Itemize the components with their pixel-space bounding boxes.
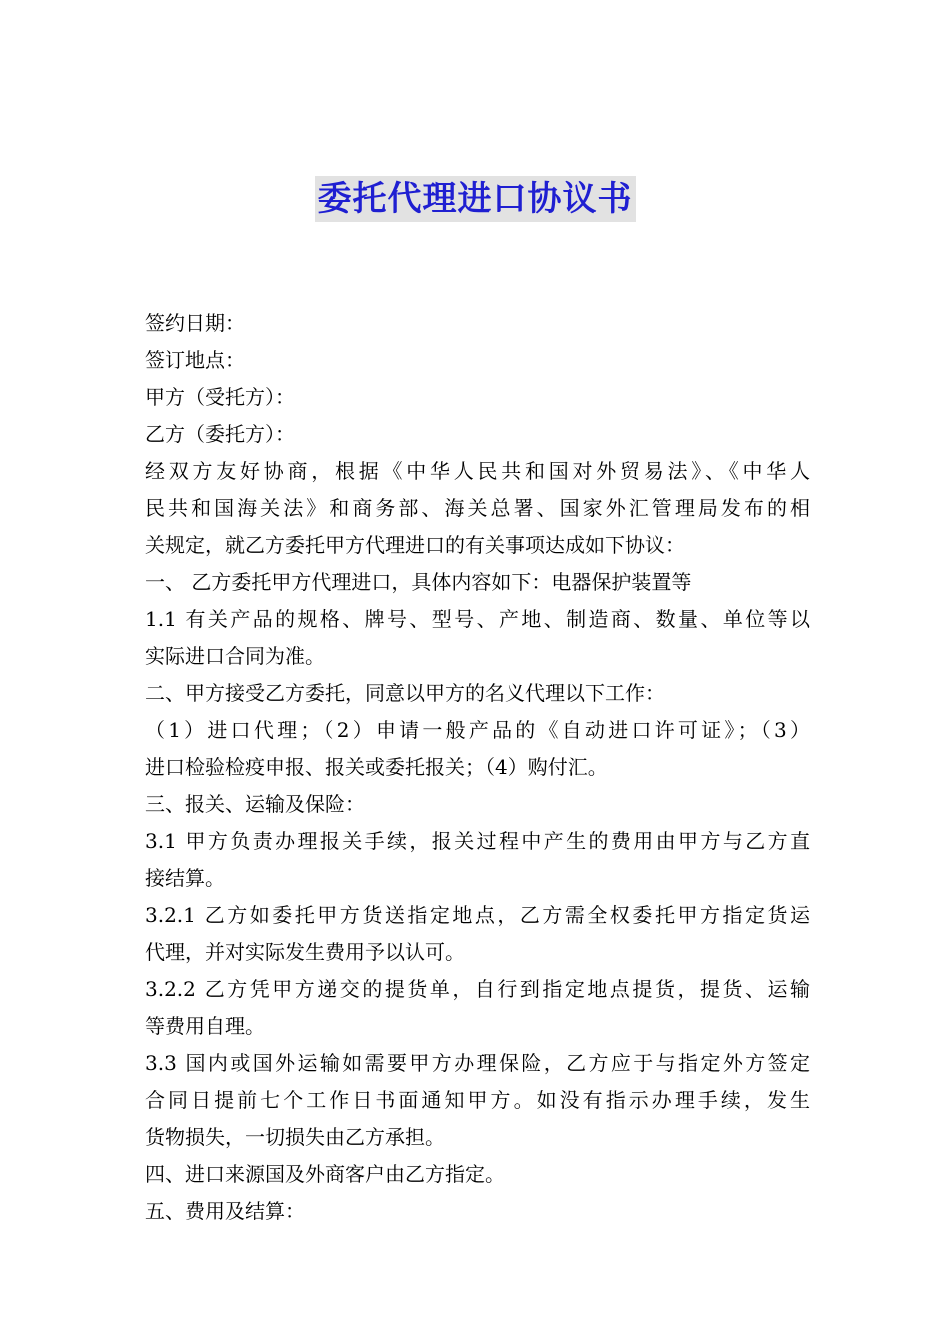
- body-line: 三、报关、运输及保险：: [145, 792, 365, 816]
- body-line: 乙方（委托方）：: [145, 422, 295, 446]
- body-line: 进口检验检疫申报、报关或委托报关；（4）购付汇。: [145, 755, 608, 779]
- body-line: 甲方（受托方）：: [145, 385, 295, 409]
- body-line: 货物损失，一切损失由乙方承担。: [145, 1125, 445, 1149]
- body-line: 合同日提前七个工作日书面通知甲方。如没有指示办理手续，发生: [145, 1088, 810, 1112]
- body-line: 一、 乙方委托甲方代理进口，具体内容如下：电器保护装置等: [145, 570, 692, 594]
- body-line: 接结算。: [145, 866, 225, 890]
- body-line: 3.1 甲方负责办理报关手续，报关过程中产生的费用由甲方与乙方直: [145, 829, 810, 853]
- body-line: 经双方友好协商，根据《中华人民共和国对外贸易法》、《中华人: [145, 459, 810, 483]
- body-line: 五、费用及结算：: [145, 1199, 305, 1223]
- document-title: 委托代理进口协议书: [315, 176, 636, 222]
- body-line: 二、甲方接受乙方委托，同意以甲方的名义代理以下工作：: [145, 681, 665, 705]
- body-line: 3.2.2 乙方凭甲方递交的提货单，自行到指定地点提货，提货、运输: [145, 977, 810, 1001]
- body-line: 代理，并对实际发生费用予以认可。: [145, 940, 465, 964]
- body-line: 民共和国海关法》和商务部、海关总署、国家外汇管理局发布的相: [145, 496, 810, 520]
- body-line: 四、进口来源国及外商客户由乙方指定。: [145, 1162, 505, 1186]
- body-line: 1.1 有关产品的规格、牌号、型号、产地、制造商、数量、单位等以: [145, 607, 810, 631]
- body-line: 实际进口合同为准。: [145, 644, 325, 668]
- document-body: [145, 305, 810, 1230]
- body-line: 关规定，就乙方委托甲方代理进口的有关事项达成如下协议：: [145, 533, 685, 557]
- body-line: 签约日期：: [145, 311, 245, 335]
- title-container: [0, 176, 950, 222]
- body-line: （1）进口代理；（2）申请一般产品的《自动进口许可证》；（3）: [145, 718, 810, 742]
- body-line: 3.3 国内或国外运输如需要甲方办理保险，乙方应于与指定外方签定: [145, 1051, 810, 1075]
- body-line: 签订地点：: [145, 348, 245, 372]
- body-line: 3.2.1 乙方如委托甲方货送指定地点，乙方需全权委托甲方指定货运: [145, 903, 810, 927]
- body-line: 等费用自理。: [145, 1014, 265, 1038]
